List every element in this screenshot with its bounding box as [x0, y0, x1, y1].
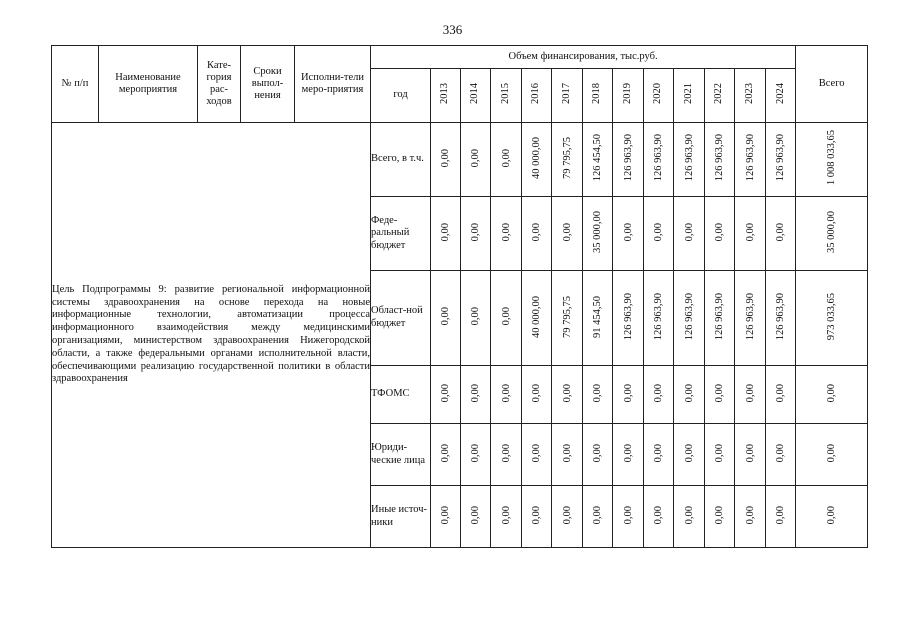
amount-cell: [583, 486, 613, 548]
amount-cell: [491, 366, 522, 424]
amount-cell: [644, 271, 674, 366]
funding-source-label: Област-ной бюджет: [371, 271, 431, 366]
header-year-2015: [491, 69, 522, 123]
header-year-2020: [644, 69, 674, 123]
amount-value: 0,00: [714, 222, 725, 242]
amount-cell: [766, 366, 796, 424]
amount-value: 0,00: [500, 443, 512, 463]
header-year-2018: [583, 69, 613, 123]
amount-value: 0,00: [775, 443, 787, 463]
amount-value: 0,00: [561, 222, 573, 242]
amount-cell: [491, 271, 522, 366]
amount-value: 0,00: [592, 505, 603, 525]
amount-cell: [552, 366, 583, 424]
amount-value: 35 000,00: [592, 211, 603, 253]
amount-value: 126 963,90: [775, 134, 787, 182]
amount-value: 40 000,00: [531, 295, 542, 338]
amount-cell: [461, 486, 491, 548]
amount-value: 0,00: [622, 222, 634, 242]
amount-cell: [735, 197, 766, 271]
amount-cell: [674, 366, 705, 424]
funding-source-label: Феде-ральный бюджет: [371, 197, 431, 271]
amount-value: 0,00: [561, 443, 573, 463]
amount-cell: [613, 197, 644, 271]
amount-value: 0,00: [653, 505, 664, 525]
amount-cell: [522, 123, 552, 197]
header-executors: Исполни-тели меро-приятия: [295, 46, 371, 123]
amount-value: 126 963,90: [653, 134, 664, 182]
amount-value: 0,00: [683, 443, 695, 463]
amount-cell: [735, 366, 766, 424]
subprogram-goal: Цель Подпрограммы 9: развитие региональной информационной системы здравоохранения на основе перехода на новые информационные технологии, автоматизации процесса информационного взаимодействия между медицинскими организациями, министерством здравоохранения Нижегородской области, а также федеральными органами исполнительной власти, обеспечивающими реализацию государственной политики в области здравоохранения: [52, 123, 371, 548]
header-num: № п/п: [52, 46, 99, 123]
header-name: Наименование мероприятия: [99, 46, 198, 123]
year-label: 2024: [774, 82, 786, 104]
amount-value: 0,00: [500, 505, 512, 525]
amount-cell: [431, 123, 461, 197]
amount-cell: [583, 366, 613, 424]
amount-value: 91 454,50: [592, 295, 603, 338]
financing-table: [51, 45, 868, 548]
funding-source-label: ТФОМС: [371, 366, 431, 424]
total-value: 0,00: [826, 383, 838, 403]
amount-value: 0,00: [470, 505, 481, 525]
header-year-2017: [552, 69, 583, 123]
amount-cell: [431, 424, 461, 486]
amount-value: 126 963,90: [622, 292, 634, 341]
amount-value: 0,00: [775, 505, 787, 525]
amount-cell: [491, 123, 522, 197]
amount-value: 79 795,75: [561, 137, 573, 179]
total-value: 0,00: [826, 443, 838, 463]
header-category: Кате-гория рас-ходов: [198, 46, 241, 123]
header-terms: Сроки выпол-нения: [241, 46, 295, 123]
total-value: 973 033,65: [826, 292, 838, 341]
header-financing: Объем финансирования, тыс.руб.: [371, 46, 796, 69]
amount-cell: [644, 197, 674, 271]
amount-cell: [491, 197, 522, 271]
amount-cell: [552, 486, 583, 548]
amount-cell: [705, 197, 735, 271]
year-label: 2013: [439, 82, 451, 104]
amount-value: 126 963,90: [683, 292, 695, 341]
amount-value: 0,00: [440, 443, 451, 463]
total-cell: [796, 486, 868, 548]
amount-cell: [735, 486, 766, 548]
amount-cell: [705, 271, 735, 366]
amount-cell: [766, 123, 796, 197]
amount-value: 0,00: [500, 307, 512, 326]
header-year-2019: [613, 69, 644, 123]
amount-value: 0,00: [622, 383, 634, 403]
amount-cell: [613, 486, 644, 548]
amount-cell: [461, 424, 491, 486]
amount-cell: [644, 424, 674, 486]
amount-value: 126 963,90: [683, 134, 695, 182]
amount-value: 0,00: [714, 383, 725, 403]
amount-value: 0,00: [622, 443, 634, 463]
amount-value: 0,00: [470, 383, 481, 403]
header-total: Всего: [796, 46, 868, 123]
total-value: 35 000,00: [826, 211, 838, 253]
amount-cell: [583, 197, 613, 271]
amount-value: 0,00: [561, 383, 573, 403]
amount-value: 0,00: [500, 222, 512, 242]
amount-value: 0,00: [592, 443, 603, 463]
total-value: 0,00: [826, 505, 838, 525]
funding-source-label: Юриди-ческие лица: [371, 424, 431, 486]
amount-value: 0,00: [500, 383, 512, 403]
year-label: 2019: [621, 82, 633, 104]
amount-cell: [431, 486, 461, 548]
total-cell: [796, 366, 868, 424]
total-value: 1 008 033,65: [826, 130, 838, 186]
amount-cell: [644, 123, 674, 197]
year-label: 2021: [682, 82, 694, 104]
amount-value: 0,00: [683, 222, 695, 242]
header-year-2016: [522, 69, 552, 123]
amount-cell: [766, 424, 796, 486]
amount-cell: [644, 366, 674, 424]
amount-value: 126 963,90: [744, 292, 756, 341]
amount-cell: [552, 271, 583, 366]
amount-cell: [491, 486, 522, 548]
amount-cell: [735, 424, 766, 486]
amount-value: 0,00: [470, 443, 481, 463]
amount-cell: [522, 424, 552, 486]
amount-value: 0,00: [775, 222, 787, 242]
amount-value: 0,00: [440, 148, 451, 168]
amount-cell: [674, 486, 705, 548]
amount-cell: [431, 197, 461, 271]
funding-source-label: Иные источ-ники: [371, 486, 431, 548]
amount-value: 0,00: [440, 222, 451, 242]
amount-value: 40 000,00: [531, 137, 542, 179]
year-label: 2016: [530, 82, 542, 104]
amount-cell: [522, 486, 552, 548]
amount-cell: [766, 271, 796, 366]
header-year-2014: [461, 69, 491, 123]
amount-cell: [461, 271, 491, 366]
amount-cell: [461, 123, 491, 197]
amount-value: 0,00: [744, 222, 756, 242]
year-label: 2022: [713, 82, 725, 104]
amount-value: 0,00: [714, 505, 725, 525]
amount-cell: [674, 123, 705, 197]
amount-value: 0,00: [531, 443, 542, 463]
header-year: год: [371, 69, 431, 123]
amount-value: 0,00: [622, 505, 634, 525]
amount-cell: [431, 366, 461, 424]
amount-value: 0,00: [440, 307, 451, 326]
amount-value: 0,00: [531, 505, 542, 525]
amount-value: 126 963,90: [622, 134, 634, 182]
amount-cell: [583, 424, 613, 486]
page-number: 336: [442, 22, 463, 37]
amount-cell: [705, 486, 735, 548]
total-cell: [796, 197, 868, 271]
header-year-2023: [735, 69, 766, 123]
amount-cell: [613, 271, 644, 366]
amount-value: 126 963,90: [775, 292, 787, 341]
amount-value: 0,00: [653, 222, 664, 242]
amount-cell: [522, 366, 552, 424]
amount-cell: [674, 271, 705, 366]
funding-source-label: Всего, в т.ч.: [371, 123, 431, 197]
amount-cell: [583, 123, 613, 197]
year-label: 2015: [499, 82, 511, 104]
amount-value: 0,00: [470, 222, 481, 242]
amount-cell: [491, 424, 522, 486]
amount-value: 0,00: [653, 383, 664, 403]
total-cell: [796, 424, 868, 486]
amount-value: 0,00: [440, 505, 451, 525]
amount-cell: [461, 366, 491, 424]
year-label: 2018: [591, 82, 603, 104]
amount-value: 126 454,50: [592, 134, 603, 182]
amount-cell: [766, 486, 796, 548]
amount-value: 0,00: [653, 443, 664, 463]
total-cell: [796, 271, 868, 366]
year-label: 2017: [560, 82, 572, 104]
amount-cell: [522, 197, 552, 271]
amount-value: 0,00: [775, 383, 787, 403]
amount-cell: [705, 123, 735, 197]
amount-cell: [613, 424, 644, 486]
amount-value: 0,00: [592, 383, 603, 403]
total-cell: [796, 123, 868, 197]
amount-cell: [674, 424, 705, 486]
amount-value: 126 963,90: [744, 134, 756, 182]
amount-cell: [735, 271, 766, 366]
year-label: 2014: [469, 82, 481, 104]
amount-value: 0,00: [714, 443, 725, 463]
year-label: 2020: [652, 82, 664, 104]
amount-value: 0,00: [744, 383, 756, 403]
amount-value: 0,00: [744, 505, 756, 525]
amount-cell: [705, 366, 735, 424]
amount-value: 0,00: [470, 307, 481, 326]
amount-value: 0,00: [470, 148, 481, 168]
amount-value: 126 963,90: [714, 134, 725, 182]
amount-value: 0,00: [683, 505, 695, 525]
header-year-2022: [705, 69, 735, 123]
amount-cell: [552, 197, 583, 271]
header-year-2024: [766, 69, 796, 123]
amount-cell: [461, 197, 491, 271]
amount-value: 126 963,90: [653, 292, 664, 341]
amount-value: 0,00: [744, 443, 756, 463]
amount-value: 0,00: [683, 383, 695, 403]
amount-cell: [613, 366, 644, 424]
header-year-2013: [431, 69, 461, 123]
amount-value: 79 795,75: [561, 295, 573, 338]
amount-value: 0,00: [500, 148, 512, 168]
amount-value: 0,00: [531, 222, 542, 242]
amount-cell: [431, 271, 461, 366]
amount-value: 0,00: [531, 383, 542, 403]
table-row: [52, 123, 868, 197]
amount-cell: [613, 123, 644, 197]
amount-cell: [552, 123, 583, 197]
amount-cell: [644, 486, 674, 548]
amount-cell: [522, 271, 552, 366]
amount-cell: [705, 424, 735, 486]
amount-cell: [735, 123, 766, 197]
year-label: 2023: [743, 82, 755, 104]
header-year-2021: [674, 69, 705, 123]
amount-cell: [552, 424, 583, 486]
amount-value: 0,00: [561, 505, 573, 525]
amount-value: 126 963,90: [714, 292, 725, 341]
amount-cell: [583, 271, 613, 366]
amount-cell: [674, 197, 705, 271]
amount-cell: [766, 197, 796, 271]
amount-value: 0,00: [440, 383, 451, 403]
